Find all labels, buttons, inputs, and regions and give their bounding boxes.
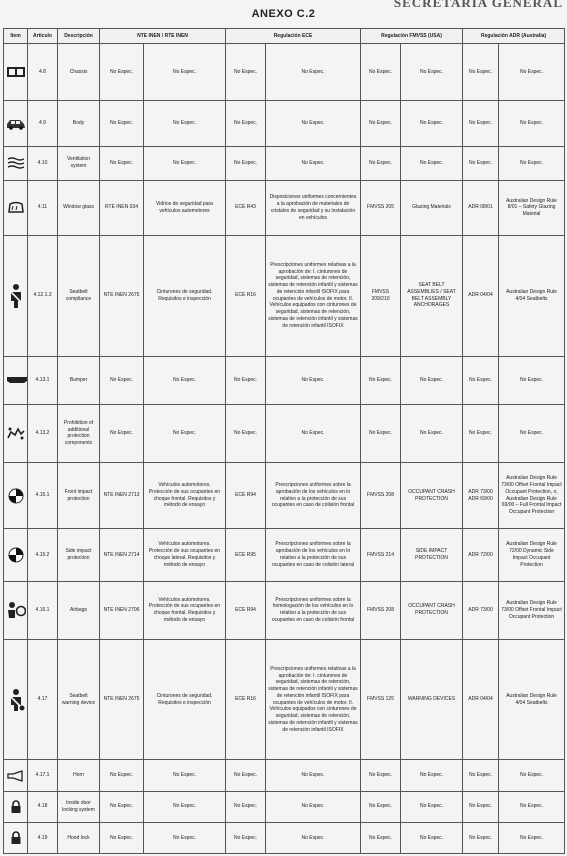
nte-code-cell: No Espec. xyxy=(100,791,144,822)
fmvss-text-cell: No Espec. xyxy=(401,146,463,180)
fmvss-code-cell: No Espec. xyxy=(361,356,401,404)
nte-code-cell: No Espec. xyxy=(100,404,144,462)
description-cell: Inside door locking system xyxy=(58,791,100,822)
lock-icon xyxy=(6,800,25,814)
header-article: Artículo xyxy=(28,29,58,44)
seatbelt-warning-icon xyxy=(6,688,25,712)
ece-text-cell: Prescripciones uniformes sobre la aprobación de los vehículos en lo relativo a la protección de sus ocupantes en caso de colisión lateral xyxy=(266,529,361,581)
fmvss-code-cell: FMVSS 125 xyxy=(361,639,401,760)
header-nte: NTE INEN / RTE INEN xyxy=(100,29,226,44)
ece-text-cell: No Espec. xyxy=(266,791,361,822)
table-row xyxy=(4,529,565,581)
adr-text-cell: Australian Design Rule 72/00 Dynamic Side Impact Occupant Protection xyxy=(499,529,565,581)
header-fmvss: Regulación FMVSS (USA) xyxy=(361,29,463,44)
article-cell: 4.17.1 xyxy=(28,760,58,791)
description-cell: Body xyxy=(58,101,100,146)
header-item: Item xyxy=(4,29,28,44)
item-icon-cell xyxy=(4,581,28,639)
fmvss-code-cell: FMVSS 208 xyxy=(361,463,401,529)
ece-code-cell: ECE R95 xyxy=(226,529,266,581)
table-row xyxy=(4,639,565,760)
nte-text-cell: Cinturones de seguridad. Requisitos e inspección xyxy=(144,235,226,356)
fmvss-code-cell: No Espec. xyxy=(361,822,401,853)
item-icon-cell xyxy=(4,44,28,101)
ece-text-cell: Prescripciones uniformes relativas a la aprobación de: I. cinturones de seguridad, sistemas de retención, sistemas de retención infantil y sistemas de retención infantil ISOFIX para ocupantes de vehículos de motor. II. Vehículos equipados con cinturones de seguridad, sistemas de retención, sistemas de retención infantil y sistemas de retención infantil ISOFIX xyxy=(266,235,361,356)
header-ece: Regulación ECE xyxy=(226,29,361,44)
fmvss-text-cell: No Espec. xyxy=(401,404,463,462)
ece-text-cell: No Espec. xyxy=(266,822,361,853)
fmvss-code-cell: No Espec. xyxy=(361,404,401,462)
item-icon-cell xyxy=(4,356,28,404)
nte-text-cell: No Espec. xyxy=(144,44,226,101)
nte-text-cell: No Espec. xyxy=(144,760,226,791)
adr-text-cell: No Espec. xyxy=(499,356,565,404)
nte-text-cell: No Espec. xyxy=(144,822,226,853)
description-cell: Side impact protection xyxy=(58,529,100,581)
ece-code-cell: ECE R16 xyxy=(226,639,266,760)
adr-code-cell: ADR 08/01 xyxy=(463,180,499,235)
ece-code-cell: ECE R43 xyxy=(226,180,266,235)
fmvss-text-cell: WARNING DEVICES xyxy=(401,639,463,760)
nte-text-cell: Vidrios de seguridad para vehículos automotores xyxy=(144,180,226,235)
adr-text-cell: No Espec. xyxy=(499,404,565,462)
seatbelt-icon xyxy=(6,283,25,309)
ece-text-cell: No Espec. xyxy=(266,404,361,462)
ece-text-cell: Prescripciones uniformes sobre la homologación de los vehículos en lo relativo a la protección de sus ocupantes en caso de colisión frontal xyxy=(266,581,361,639)
fmvss-text-cell: No Espec. xyxy=(401,356,463,404)
ece-text-cell: No Espec. xyxy=(266,146,361,180)
article-cell: 4.17 xyxy=(28,639,58,760)
nte-text-cell: Cinturones de seguridad. Requisitos e inspección xyxy=(144,639,226,760)
table-row xyxy=(4,356,565,404)
description-cell: Airbags xyxy=(58,581,100,639)
description-cell: Bumper xyxy=(58,356,100,404)
description-cell: Chassis xyxy=(58,44,100,101)
ece-code-cell: No Espec. xyxy=(226,101,266,146)
adr-code-cell: No Espec. xyxy=(463,146,499,180)
adr-code-cell: No Espec. xyxy=(463,44,499,101)
fmvss-text-cell: OCCUPANT CRASH PROTECTION xyxy=(401,463,463,529)
table-row xyxy=(4,180,565,235)
article-cell: 4.8 xyxy=(28,44,58,101)
annex-table xyxy=(3,28,565,854)
description-cell: Seatbelt warning device xyxy=(58,639,100,760)
item-icon-cell xyxy=(4,463,28,529)
chassis-icon xyxy=(6,66,25,78)
item-icon-cell xyxy=(4,760,28,791)
article-cell: 4.15.1 xyxy=(28,463,58,529)
description-cell: Horn xyxy=(58,760,100,791)
article-cell: 4.11 xyxy=(28,180,58,235)
adr-text-cell: No Espec. xyxy=(499,822,565,853)
window-glass-icon xyxy=(6,201,25,214)
ece-text-cell: Prescripciones uniformes sobre la aprobación de los vehículos en lo relativo a la protección de sus ocupantes en caso de colisión frontal xyxy=(266,463,361,529)
crash-target-icon xyxy=(6,488,25,504)
item-icon-cell xyxy=(4,404,28,462)
table-row xyxy=(4,101,565,146)
adr-code-cell: ADR 73/00 ADR 69/00 xyxy=(463,463,499,529)
bumper-icon xyxy=(6,376,25,384)
fmvss-text-cell: No Espec. xyxy=(401,44,463,101)
nte-code-cell: No Espec. xyxy=(100,146,144,180)
ece-code-cell: No Espec. xyxy=(226,404,266,462)
header-adr: Regulación ADR (Australia) xyxy=(463,29,565,44)
article-cell: 4.13.1 xyxy=(28,356,58,404)
fmvss-text-cell: SIDE IMPACT PROTECTION xyxy=(401,529,463,581)
adr-text-cell: Australian Design Rule 73/00 Offset Frontal Impact Occupant Protection, o, Australian Design Rule 69/00 – Full Frontal Impact Occupant Protection xyxy=(499,463,565,529)
ece-text-cell: No Espec. xyxy=(266,101,361,146)
fmvss-text-cell: No Espec. xyxy=(401,760,463,791)
item-icon-cell xyxy=(4,235,28,356)
nte-code-cell: NTE INEN 2713 xyxy=(100,463,144,529)
nte-code-cell: NTE INEN 2706 xyxy=(100,581,144,639)
fmvss-text-cell: No Espec. xyxy=(401,101,463,146)
nte-code-cell: NTE INEN 2675 xyxy=(100,235,144,356)
nte-text-cell: No Espec. xyxy=(144,404,226,462)
airbag-icon xyxy=(6,601,25,619)
page-title: ANEXO C.2 xyxy=(251,8,316,20)
description-cell: Prohibition of additional protection components xyxy=(58,404,100,462)
table-row xyxy=(4,822,565,853)
nte-text-cell: No Espec. xyxy=(144,356,226,404)
nte-code-cell: RTE INEN 034 xyxy=(100,180,144,235)
nte-code-cell: NTE INEN 2675 xyxy=(100,639,144,760)
adr-text-cell: Australian Design Rule 4/04 Seatbelts xyxy=(499,235,565,356)
adr-code-cell: No Espec. xyxy=(463,356,499,404)
table-row xyxy=(4,235,565,356)
fmvss-code-cell: No Espec. xyxy=(361,791,401,822)
article-cell: 4.18 xyxy=(28,791,58,822)
table-row xyxy=(4,463,565,529)
adr-code-cell: ADR 04/04 xyxy=(463,235,499,356)
ece-text-cell: No Espec. xyxy=(266,356,361,404)
item-icon-cell xyxy=(4,529,28,581)
fmvss-text-cell: OCCUPANT CRASH PROTECTION xyxy=(401,581,463,639)
article-cell: 4.10 xyxy=(28,146,58,180)
crash-target-icon xyxy=(6,547,25,563)
adr-text-cell: Australian Design Rule 8/01 – Safety Glazing Material xyxy=(499,180,565,235)
description-cell: Seatbelt compliance xyxy=(58,235,100,356)
article-cell: 4.15.2 xyxy=(28,529,58,581)
fmvss-code-cell: FMVSS 214 xyxy=(361,529,401,581)
fmvss-text-cell: No Espec. xyxy=(401,791,463,822)
fmvss-text-cell: SEAT BELT ASSEMBLIES / SEAT BELT ASSEMBLY ANCHORAGES xyxy=(401,235,463,356)
item-icon-cell xyxy=(4,791,28,822)
table-row xyxy=(4,760,565,791)
fmvss-code-cell: No Espec. xyxy=(361,101,401,146)
lock-icon xyxy=(6,831,25,845)
adr-code-cell: No Espec. xyxy=(463,404,499,462)
fmvss-text-cell: No Espec. xyxy=(401,822,463,853)
item-icon-cell xyxy=(4,146,28,180)
ece-code-cell: No Espec. xyxy=(226,822,266,853)
article-cell: 4.12.1.3 xyxy=(28,235,58,356)
nte-text-cell: No Espec. xyxy=(144,146,226,180)
ece-text-cell: No Espec. xyxy=(266,44,361,101)
adr-text-cell: Australian Design Rule 4/04 Seatbelts xyxy=(499,639,565,760)
ece-code-cell: No Espec. xyxy=(226,44,266,101)
fmvss-code-cell: No Espec. xyxy=(361,760,401,791)
fmvss-code-cell: No Espec. xyxy=(361,44,401,101)
nte-code-cell: No Espec. xyxy=(100,356,144,404)
ece-code-cell: No Espec. xyxy=(226,760,266,791)
nte-code-cell: No Espec. xyxy=(100,822,144,853)
article-cell: 4.13.2 xyxy=(28,404,58,462)
adr-code-cell: ADR 72/00 xyxy=(463,529,499,581)
description-cell: Hood lock xyxy=(58,822,100,853)
adr-text-cell: No Espec. xyxy=(499,146,565,180)
article-cell: 4.9 xyxy=(28,101,58,146)
item-icon-cell xyxy=(4,101,28,146)
nte-text-cell: Vehículos automotores. Protección de sus ocupantes en choque lateral. Requisitos y método de ensayo xyxy=(144,529,226,581)
adr-code-cell: No Espec. xyxy=(463,791,499,822)
table-row xyxy=(4,44,565,101)
nte-code-cell: No Espec. xyxy=(100,760,144,791)
header-description: Descripción xyxy=(58,29,100,44)
description-cell: Front impact protection xyxy=(58,463,100,529)
adr-code-cell: ADR 04/04 xyxy=(463,639,499,760)
fmvss-code-cell: FMVSS 205 xyxy=(361,180,401,235)
adr-text-cell: No Espec. xyxy=(499,760,565,791)
nte-text-cell: Vehículos automotores. Protección de sus ocupantes en choque frontal. Requisitos y método de ensayo xyxy=(144,581,226,639)
fmvss-code-cell: FMVSS 209/210 xyxy=(361,235,401,356)
fmvss-code-cell: No Espec. xyxy=(361,146,401,180)
adr-code-cell: No Espec. xyxy=(463,101,499,146)
ece-code-cell: ECE R94 xyxy=(226,581,266,639)
ventilation-icon xyxy=(6,157,25,169)
nte-text-cell: Vehículos automotores. Protección de sus ocupantes en choque frontal. Requisitos y método de ensayo xyxy=(144,463,226,529)
adr-code-cell: No Espec. xyxy=(463,822,499,853)
item-icon-cell xyxy=(4,639,28,760)
item-icon-cell xyxy=(4,822,28,853)
adr-text-cell: No Espec. xyxy=(499,44,565,101)
fmvss-code-cell: FMVSS 208 xyxy=(361,581,401,639)
ece-text-cell: No Espec. xyxy=(266,760,361,791)
table-row xyxy=(4,146,565,180)
ece-code-cell: ECE R94 xyxy=(226,463,266,529)
adr-text-cell: Australian Design Rule 73/00 Offset Frontal Impact Occupant Protection xyxy=(499,581,565,639)
ece-code-cell: No Espec. xyxy=(226,356,266,404)
nte-code-cell: NTE INEN 2714 xyxy=(100,529,144,581)
adr-code-cell: ADR 73/00 xyxy=(463,581,499,639)
description-cell: Ventilation system xyxy=(58,146,100,180)
table-row xyxy=(4,791,565,822)
adr-code-cell: No Espec. xyxy=(463,760,499,791)
ece-code-cell: No Espec. xyxy=(226,791,266,822)
ece-code-cell: No Espec. xyxy=(226,146,266,180)
article-cell: 4.16.1 xyxy=(28,581,58,639)
adr-text-cell: No Espec. xyxy=(499,791,565,822)
nte-text-cell: No Espec. xyxy=(144,101,226,146)
stamp-text: SECRETARIA GENERAL xyxy=(393,0,563,10)
table-row xyxy=(4,581,565,639)
nte-text-cell: No Espec. xyxy=(144,791,226,822)
ece-code-cell: ECE R16 xyxy=(226,235,266,356)
adr-text-cell: No Espec. xyxy=(499,101,565,146)
fmvss-text-cell: Glazing Materials xyxy=(401,180,463,235)
ece-text-cell: Disposiciones uniformes concernientes a la aprobación de materiales de cristales de seguridad y su instalación en vehículos xyxy=(266,180,361,235)
nte-code-cell: No Espec. xyxy=(100,44,144,101)
nte-code-cell: No Espec. xyxy=(100,101,144,146)
table-header-row xyxy=(4,29,565,44)
protection-components-icon xyxy=(6,426,25,440)
item-icon-cell xyxy=(4,180,28,235)
table-row xyxy=(4,404,565,462)
body-icon xyxy=(6,117,25,130)
description-cell: Window glass xyxy=(58,180,100,235)
ece-text-cell: Prescripciones uniformes relativas a la aprobación de: I. cinturones de seguridad, sistemas de retención, sistemas de retención infantil y sistemas de retención infantil ISOFIX para ocupantes de vehículos de motor. II. Vehículos equipados con cinturones de seguridad, sistemas de retención, sistemas de retención infantil y sistemas de retención infantil ISOFIX xyxy=(266,639,361,760)
horn-icon xyxy=(6,770,25,782)
article-cell: 4.19 xyxy=(28,822,58,853)
